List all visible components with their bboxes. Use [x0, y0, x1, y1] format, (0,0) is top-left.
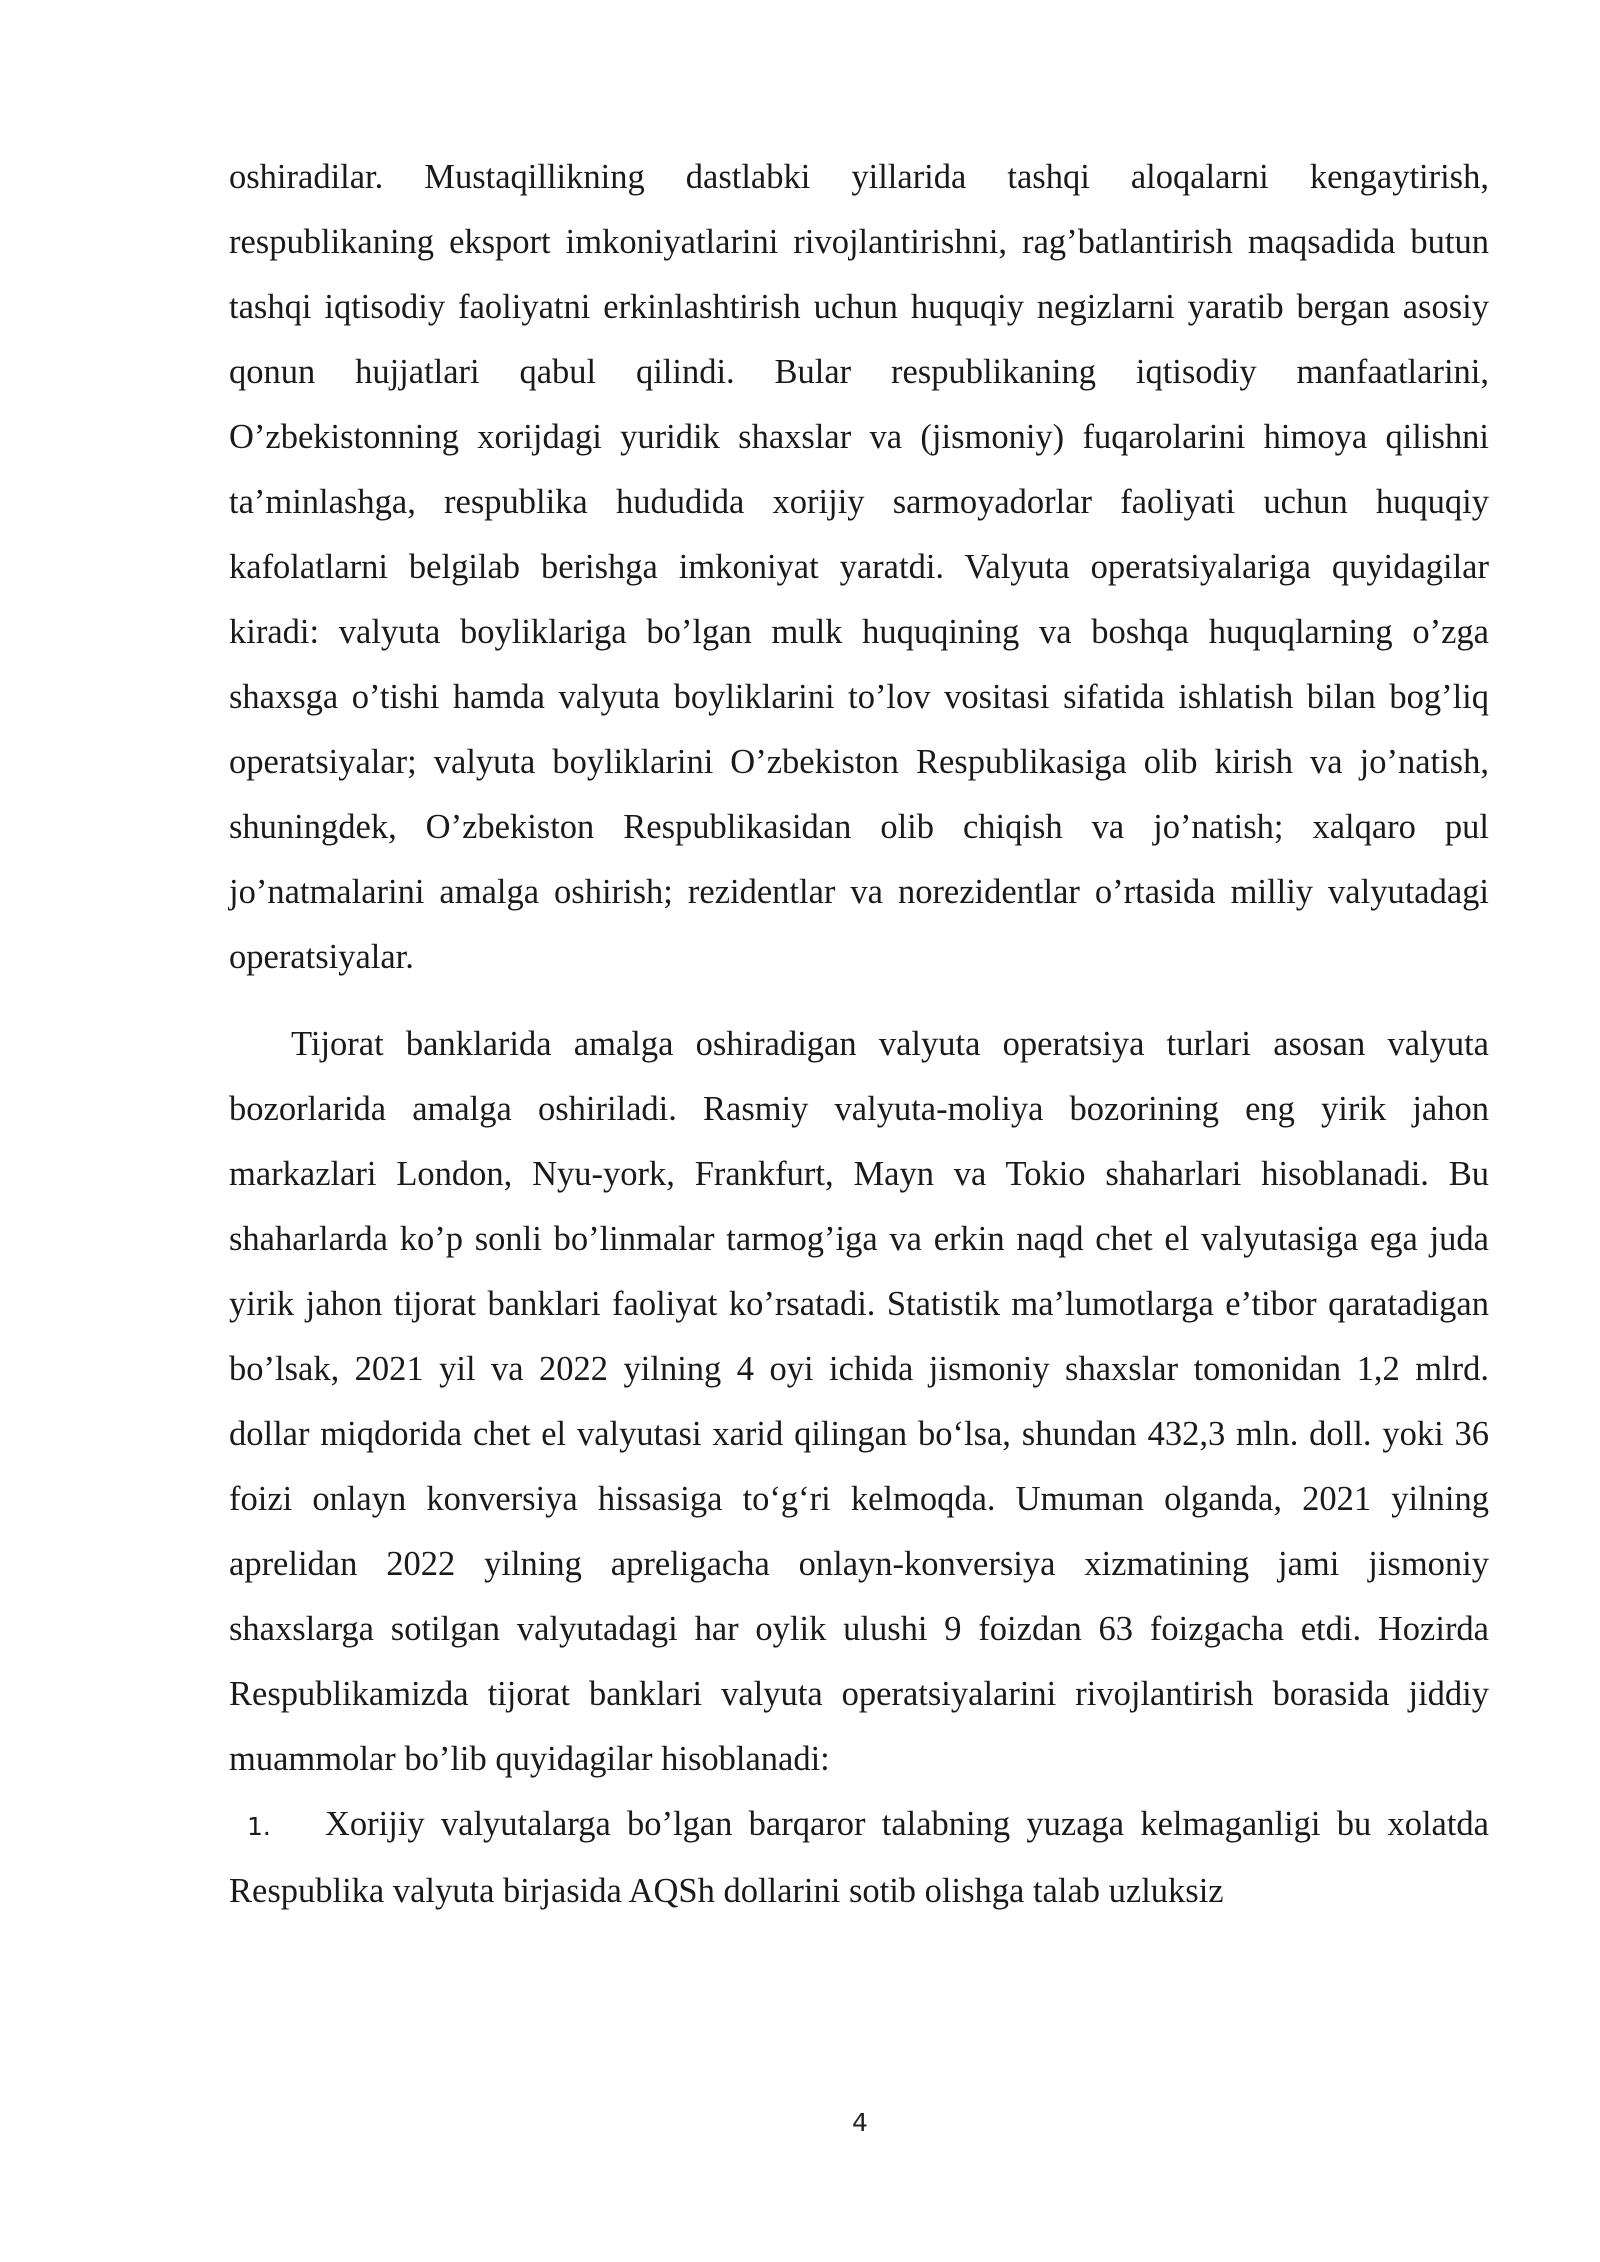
list-item-number: 1. [247, 1812, 271, 1841]
document-page [229, 145, 1489, 1924]
paragraph-gap [229, 990, 1489, 1012]
paragraph-tijorat-banklari: Tijorat banklarida amalga oshiradigan valyuta operatsiya turlari asosan valyuta bozorlarida amalga oshiriladi. Rasmiy valyuta-moliya bozorining eng yirik jahon markazlari London, Nyu-york, Frankfurt, Mayn va Tokio shaharlari hisoblanadi. Bu shaharlarda ko’p sonli bo’linmalar tarmog’iga va erkin naqd chet el valyutasiga ega juda yirik jahon tijorat banklari faoliyat ko’rsatadi. Statistik ma’lumotlarga e’tibor qaratadigan bo’lsak, 2021 yil va 2022 yilning 4 oyi ichida jismoniy shaxslar tomonidan 1,2 mlrd. dollar miqdorida chet el valyutasi xarid qilingan bo‘lsa, shundan 432,3 mln. doll. yoki 36 foizi onlayn konversiya hissasiga to‘g‘ri kelmoqda. Umuman olganda, 2021 yilning aprelidan 2022 yilning apreligacha onlayn-konversiya xizmatining jami jismoniy shaxslarga sotilgan valyutadagi har oylik ulushi 9 foizdan 63 foizgacha etdi. Hozirda Respublikamizda tijorat banklari valyuta operatsiyalarini rivojlantirish borasida jiddiy muammolar bo’lib quyidagilar hisoblanadi: [229, 1025, 1489, 1778]
list-item [229, 1792, 1489, 1924]
list-item-text: Xorijiy valyutalarga bo’lgan barqaror talabning yuzaga kelmaganligi bu xolatda Respublika valyuta birjasida AQSh dollarini sotib olishga talab uzluksiz [229, 1805, 1489, 1910]
page-number: 4 [852, 2108, 868, 2137]
paragraph-valyuta-operatsiyalari: oshiradilar. Mustaqillikning dastlabki yillarida tashqi aloqalarni kengaytirish, respublikaning eksport imkoniyatlarini rivojlantirishni, rag’batlantirish maqsadida butun tashqi iqtisodiy faoliyatni erkinlashtirish uchun huquqiy negizlarni yaratib bergan asosiy qonun hujjatlari qabul qilindi. Bular respublikaning iqtisodiy manfaatlarini, O’zbekistonning xorijdagi yuridik shaxslar va (jismoniy) fuqarolarini himoya qilishni ta’minlashga, respublika hududida xorijiy sarmoyadorlar faoliyati uchun huquqiy kafolatlarni belgilab berishga imkoniyat yaratdi. Valyuta operatsiyalariga quyidagilar kiradi: valyuta boyliklariga bo’lgan mulk huquqining va boshqa huquqlarning o’zga shaxsga o’tishi hamda valyuta boyliklarini to’lov vositasi sifatida ishlatish bilan bog’liq operatsiyalar; valyuta boyliklarini O’zbekiston Respublikasiga olib kirish va jo’natish, shuningdek, O’zbekiston Respublikasidan olib chiqish va jo’natish; xalqaro pul jo’natmalarini amalga oshirish; rezidentlar va norezidentlar o’rtasida milliy valyutadagi operatsiyalar. [229, 158, 1489, 976]
